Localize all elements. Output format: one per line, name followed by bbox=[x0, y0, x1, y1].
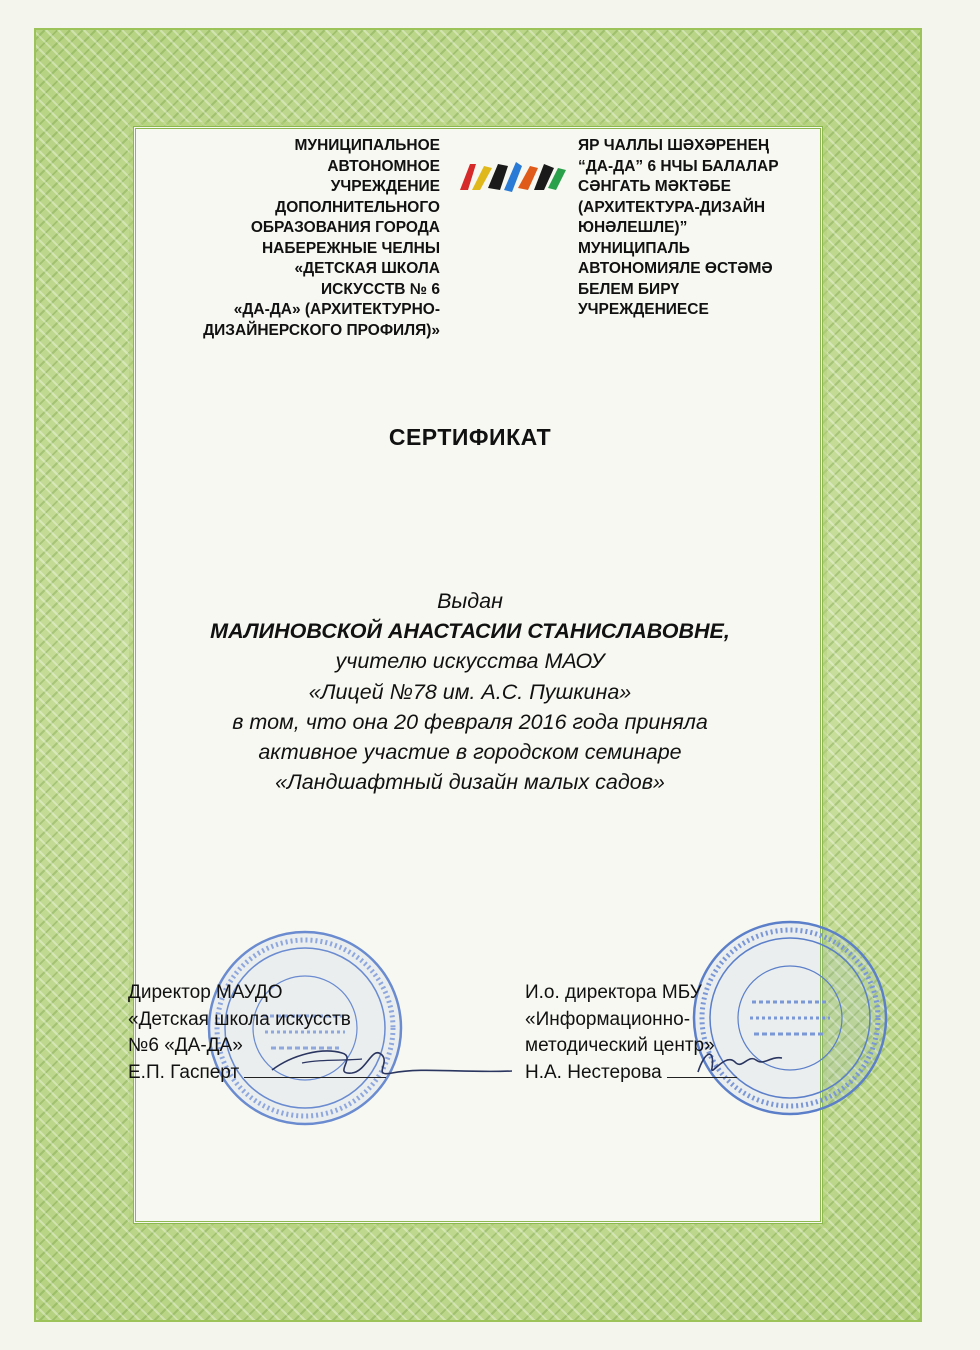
header-left-line: УЧРЕЖДЕНИЕ bbox=[330, 178, 440, 195]
certificate-title: СЕРТИФИКАТ bbox=[388, 424, 552, 450]
left-signatory-org-2: №6 «ДА-ДА» bbox=[128, 1035, 243, 1056]
recipient-name: МАЛИНОВСКОЙ АНАСТАСИИ СТАНИСЛАВОВНЕ, bbox=[210, 619, 730, 644]
body-line: «Ландшафтный дизайн малых садов» bbox=[275, 770, 665, 795]
header-left-line: МУНИЦИПАЛЬНОЕ bbox=[294, 137, 440, 154]
right-signature-icon bbox=[690, 1040, 790, 1085]
header-left-russian bbox=[110, 136, 440, 341]
body-line: в том, что она 20 февраля 2016 года приняла bbox=[232, 709, 708, 734]
header-right-line: ЯР ЧАЛЛЫ ШӘХӘРЕНЕҢ bbox=[578, 137, 770, 154]
header-left-line: НАБЕРЕЖНЫЕ ЧЕЛНЫ bbox=[261, 239, 440, 257]
left-signatory-title: Директор МАУДО bbox=[128, 982, 283, 1003]
header-right-line: (АРХИТЕКТУРА-ДИЗАЙН bbox=[578, 198, 766, 216]
body-line: учителю искусства МАОУ bbox=[335, 649, 605, 674]
header-right-line: СӘНГАТЬ МӘКТӘБЕ bbox=[578, 178, 732, 195]
header-right-line: “ДА-ДА” 6 НЧЫ БАЛАЛАР bbox=[578, 157, 779, 175]
issued-label: Выдан bbox=[437, 589, 503, 613]
header-right-line: УЧРЕЖДЕНИЕСЕ bbox=[578, 301, 709, 318]
certificate-body bbox=[0, 586, 940, 797]
header-left-line: «ДЕТСКАЯ ШКОЛА bbox=[294, 260, 440, 277]
right-signatory-org: «Информационно- bbox=[525, 1008, 691, 1030]
header-right-line: АВТОНОМИЯЛЕ ӨСТӘМӘ bbox=[578, 260, 773, 277]
left-signature-icon bbox=[262, 1035, 522, 1085]
header-left-line: ДИЗАЙНЕРСКОГО ПРОФИЛЯ)» bbox=[203, 321, 440, 339]
header-right-line: МУНИЦИПАЛЬ bbox=[578, 239, 690, 257]
header-left-line: ИСКУССТВ № 6 bbox=[321, 280, 440, 298]
body-line: активное участие в городском семинаре bbox=[258, 740, 682, 765]
header-left-line: ОБРАЗОВАНИЯ ГОРОДА bbox=[250, 219, 440, 236]
left-signatory-name: Е.П. Гасперт bbox=[128, 1061, 240, 1083]
left-signatory-org: «Детская школа искусств bbox=[128, 1008, 351, 1030]
header-right-tatar bbox=[578, 136, 838, 321]
right-signatory-title: И.о. директора МБУ bbox=[525, 982, 702, 1003]
body-line: «Лицей №78 им. А.С. Пушкина» bbox=[308, 679, 632, 704]
right-signatory-name: Н.А. Нестерова bbox=[525, 1061, 662, 1083]
header-right-line: ЮНӘЛЕШЛЕ)” bbox=[578, 219, 688, 236]
header-left-line: «ДА-ДА» (АРХИТЕКТУРНО- bbox=[233, 301, 440, 318]
right-signatory-org-2: методический центр» bbox=[525, 1035, 715, 1056]
header-left-line: АВТОНОМНОЕ bbox=[327, 157, 440, 175]
dada-logo-icon bbox=[458, 160, 568, 194]
header-left-line: ДОПОЛНИТЕЛЬНОГО bbox=[275, 198, 440, 216]
header-right-line: БЕЛЕМ БИРҮ bbox=[578, 280, 680, 298]
